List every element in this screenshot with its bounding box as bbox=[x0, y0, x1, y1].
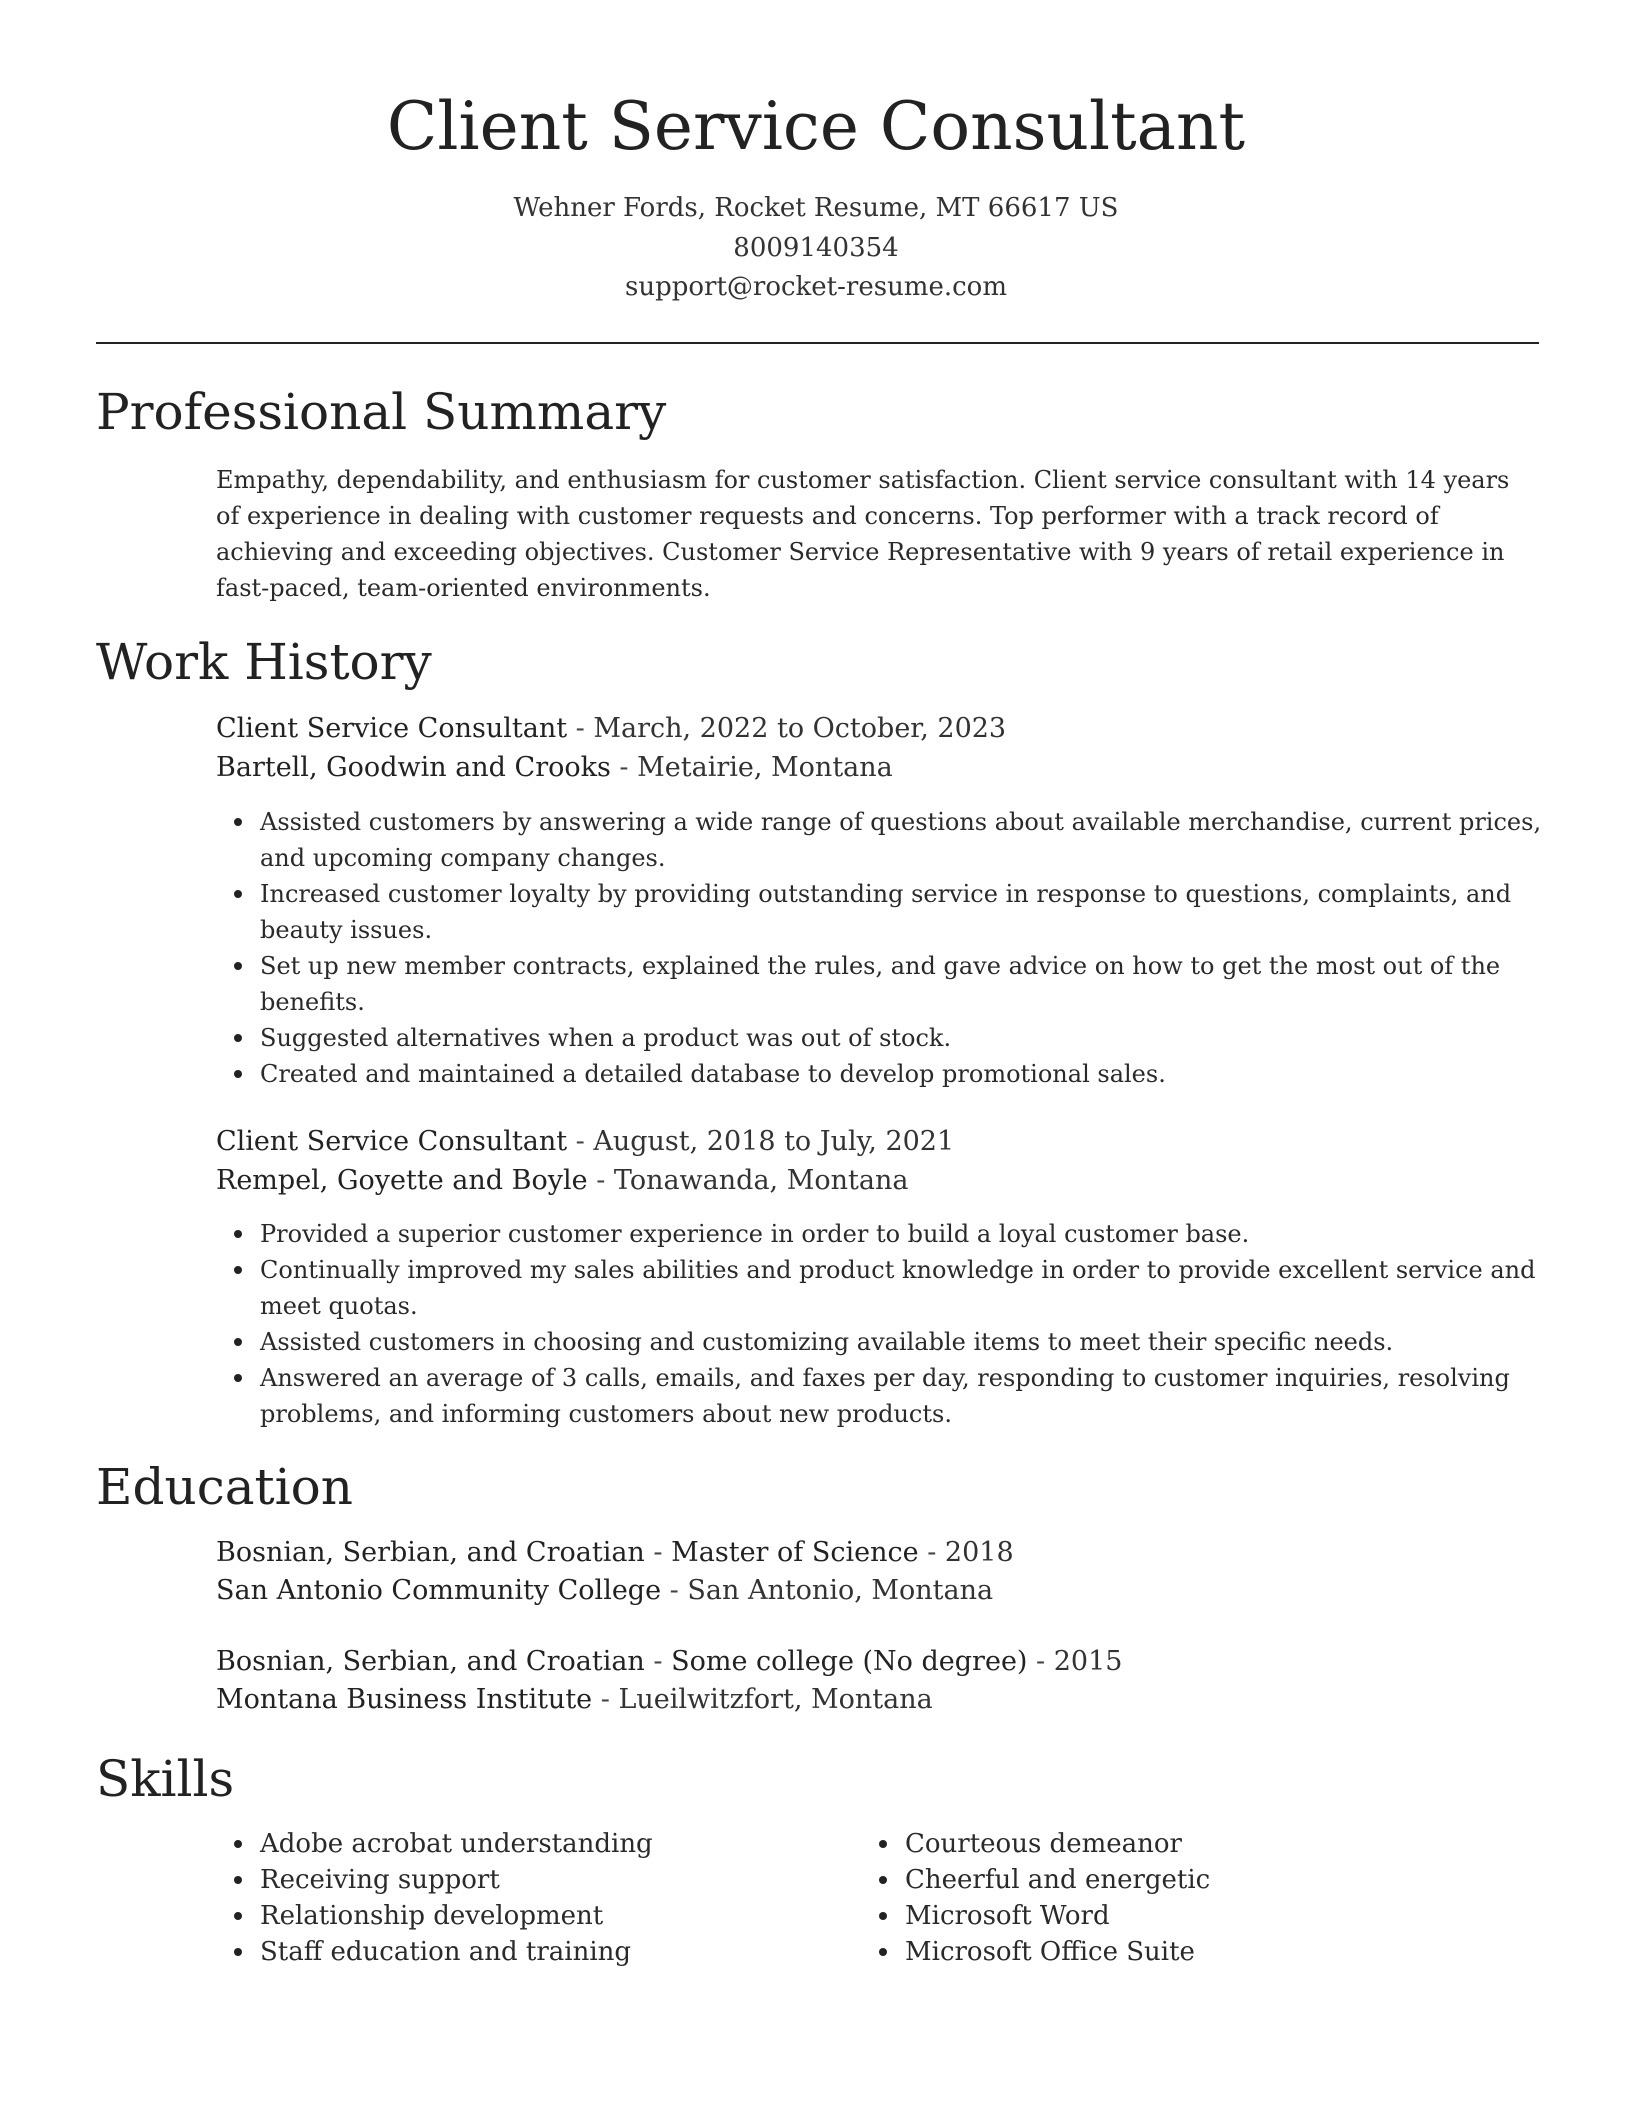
education-degree-line bbox=[216, 1533, 1516, 1573]
education-year: 2015 bbox=[1053, 1646, 1123, 1677]
section-heading-work-history: Work History bbox=[96, 633, 432, 691]
job-title: Client Service Consultant bbox=[216, 1126, 568, 1157]
separator: - bbox=[567, 713, 594, 744]
separator: - bbox=[661, 1575, 688, 1606]
resume-title: Client Service Consultant bbox=[386, 88, 1246, 165]
education-year: 2018 bbox=[944, 1537, 1014, 1568]
job-company: Rempel, Goyette and Boyle bbox=[216, 1165, 588, 1196]
separator: - bbox=[592, 1684, 619, 1715]
education-location: San Antonio, Montana bbox=[687, 1575, 994, 1606]
job-location: Metairie, Montana bbox=[637, 752, 893, 783]
job-bullet: Assisted customers in choosing and customizing available items to meet their specific needs. bbox=[260, 1324, 1560, 1360]
skill-item: Microsoft Office Suite bbox=[905, 1934, 1505, 1970]
contact-address: Wehner Fords, Rocket Resume, MT 66617 US bbox=[513, 193, 1119, 223]
section-heading-summary: Professional Summary bbox=[96, 383, 667, 441]
job-dates: March, 2022 to October, 2023 bbox=[593, 713, 1007, 744]
education-school: Montana Business Institute bbox=[216, 1684, 593, 1715]
skills-list-right bbox=[861, 1826, 1505, 1970]
job-bullet: Provided a superior customer experience in order to build a loyal customer base. bbox=[260, 1216, 1560, 1252]
job-bullet: Continually improved my sales abilities and product knowledge in order to provide excellent service and meet quotas. bbox=[260, 1252, 1560, 1324]
education-degree: Master of Science bbox=[671, 1537, 919, 1568]
skill-item: Cheerful and energetic bbox=[905, 1862, 1505, 1898]
section-heading-education: Education bbox=[96, 1458, 353, 1516]
job-company: Bartell, Goodwin and Crooks bbox=[216, 752, 611, 783]
summary-text: Empathy, dependability, and enthusiasm for customer satisfaction. Client service consultant with 14 years of experience in dealing with customer requests and concerns. Top performer with a track record of achieving and exceeding objectives. Customer Service Representative with 9 years of retail experience in fast-paced, team-oriented environments. bbox=[216, 466, 1510, 602]
skill-item: Relationship development bbox=[260, 1898, 860, 1934]
separator: - bbox=[1027, 1646, 1054, 1677]
job-company-line bbox=[216, 1161, 1516, 1201]
skill-item: Staff education and training bbox=[260, 1934, 860, 1970]
education-location: Lueilwitzfort, Montana bbox=[618, 1684, 933, 1715]
education-school: San Antonio Community College bbox=[216, 1575, 662, 1606]
contact-email: support@rocket-resume.com bbox=[624, 272, 1007, 302]
job-title: Client Service Consultant bbox=[216, 713, 568, 744]
job-bullet-list bbox=[216, 1216, 1560, 1432]
job-bullet: Answered an average of 3 calls, emails, and faxes per day, responding to customer inquiries, resolving problems, and informing customers about new products. bbox=[260, 1360, 1560, 1432]
separator: - bbox=[587, 1165, 614, 1196]
separator: - bbox=[644, 1646, 672, 1677]
education-degree-line bbox=[216, 1642, 1516, 1682]
job-bullet: Set up new member contracts, explained the rules, and gave advice on how to get the most out of the benefits. bbox=[260, 948, 1560, 1020]
separator: - bbox=[918, 1537, 945, 1568]
skill-item: Microsoft Word bbox=[905, 1898, 1505, 1934]
job-bullet: Suggested alternatives when a product was out of stock. bbox=[260, 1020, 1560, 1056]
separator: - bbox=[610, 752, 638, 783]
header-divider bbox=[96, 342, 1539, 344]
job-dates: August, 2018 to July, 2021 bbox=[593, 1126, 955, 1157]
section-heading-skills: Skills bbox=[96, 1750, 235, 1808]
skill-item: Receiving support bbox=[260, 1862, 860, 1898]
job-location: Tonawanda, Montana bbox=[613, 1165, 909, 1196]
job-bullet: Assisted customers by answering a wide range of questions about available merchandise, current prices, and upcoming company changes. bbox=[260, 804, 1560, 876]
job-title-line bbox=[216, 709, 1516, 749]
education-school-line bbox=[216, 1571, 1516, 1611]
job-bullet: Created and maintained a detailed database to develop promotional sales. bbox=[260, 1056, 1560, 1092]
job-bullet-list bbox=[216, 804, 1560, 1092]
separator: - bbox=[567, 1126, 594, 1157]
education-field: Bosnian, Serbian, and Croatian bbox=[216, 1537, 645, 1568]
skill-item: Adobe acrobat understanding bbox=[260, 1826, 860, 1862]
education-degree: Some college (No degree) bbox=[671, 1646, 1028, 1677]
education-school-line bbox=[216, 1680, 1516, 1720]
job-title-line bbox=[216, 1122, 1516, 1162]
skill-item: Courteous demeanor bbox=[905, 1826, 1505, 1862]
education-field: Bosnian, Serbian, and Croatian bbox=[216, 1646, 645, 1677]
job-company-line bbox=[216, 748, 1516, 788]
skills-list-left bbox=[216, 1826, 860, 1970]
separator: - bbox=[644, 1537, 672, 1568]
job-bullet: Increased customer loyalty by providing outstanding service in response to questions, complaints, and beauty issues. bbox=[260, 876, 1560, 948]
contact-phone: 8009140354 bbox=[733, 233, 899, 263]
